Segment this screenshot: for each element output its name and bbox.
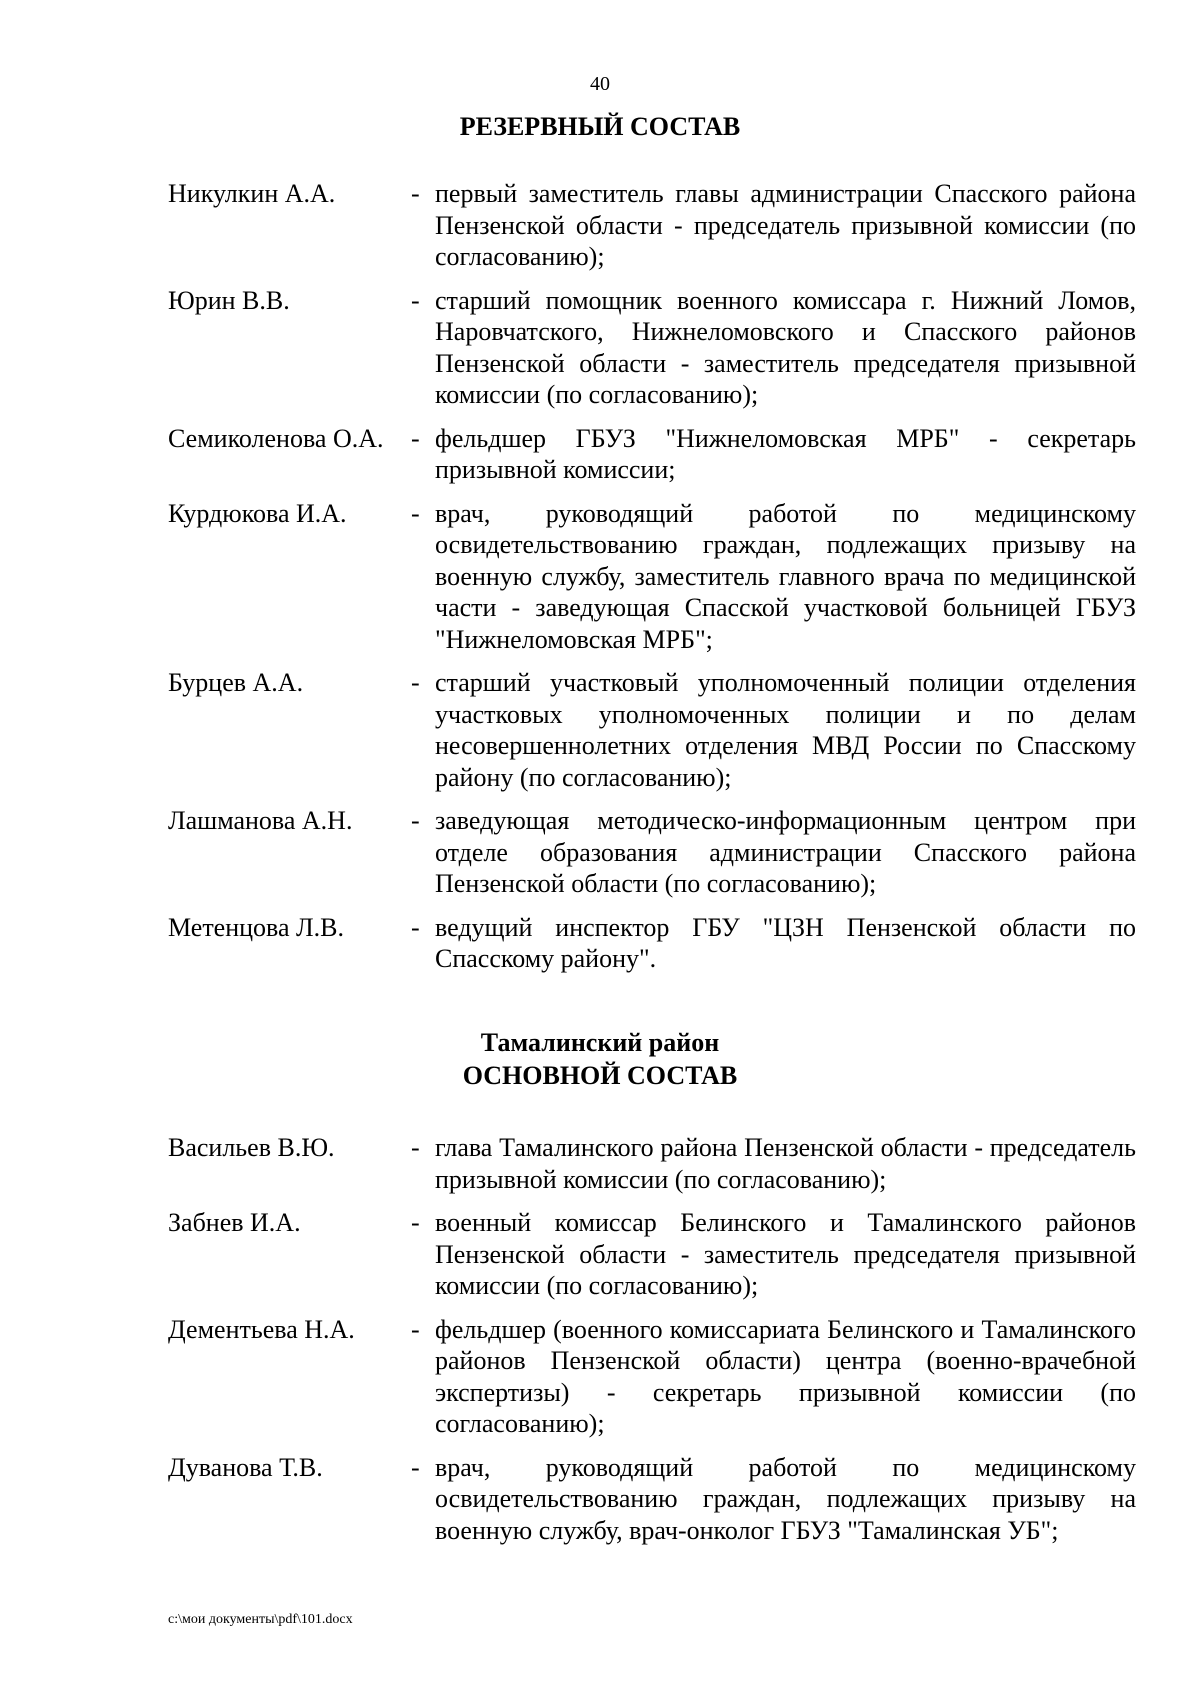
- member-name: Юрин В.В.: [168, 285, 290, 315]
- entry-dash: -: [411, 1208, 420, 1237]
- list-item: [168, 667, 1136, 793]
- entry-dash: -: [411, 1452, 420, 1482]
- page-number: 40: [590, 73, 610, 95]
- member-position: старший помощник военного комиссара г. Нижний Ломов, Наровчатского, Нижнеломовского и Спасского районов Пензенской области - заместитель председателя призывной комиссии (по согласованию);: [435, 285, 1136, 409]
- entry-dash: -: [411, 912, 420, 942]
- member-name: Забнев И.А.: [168, 1208, 301, 1237]
- list-item: [168, 1452, 1136, 1547]
- member-name: Никулкин А.А.: [168, 179, 336, 208]
- list-item: [168, 1314, 1136, 1440]
- main-heading: ОСНОВНОЙ СОСТАВ: [462, 1061, 738, 1090]
- member-position: старший участковый уполномоченный полиции отделения участковых уполномоченных полиции и по делам несовершеннолетних отделения МВД России по Спасскому району (по согласованию);: [435, 668, 1136, 792]
- list-item: [168, 1132, 1136, 1195]
- member-position: фельдшер ГБУЗ "Нижнеломовская МРБ" - секретарь призывной комиссии;: [435, 423, 1136, 484]
- reserve-list: [168, 178, 1136, 987]
- entry-dash: -: [411, 423, 420, 453]
- member-position: ведущий инспектор ГБУ "ЦЗН Пензенской области по Спасскому району".: [435, 912, 1136, 973]
- entry-dash: -: [411, 668, 420, 697]
- district-heading: Тамалинский район: [480, 1028, 720, 1057]
- member-position: военный комиссар Белинского и Тамалинского районов Пензенской области - заместитель председателя призывной комиссии (по согласованию);: [435, 1208, 1136, 1300]
- member-name: Курдюкова И.А.: [168, 498, 347, 528]
- entry-dash: -: [411, 179, 420, 208]
- list-item: [168, 498, 1136, 656]
- list-item: [168, 285, 1136, 411]
- list-item: [168, 423, 1136, 486]
- list-item: [168, 178, 1136, 273]
- entry-dash: -: [411, 1133, 420, 1162]
- member-position: врач, руководящий работой по медицинскому освидетельствованию граждан, подлежащих призыву на военную службу, врач-онколог ГБУЗ "Тамалинская УБ";: [435, 1452, 1136, 1545]
- member-name: Метенцова Л.В.: [168, 912, 344, 942]
- member-position: врач, руководящий работой по медицинскому освидетельствованию граждан, подлежащих призыву на военную службу, заместитель главного врача по медицинской части - заведующая Спасской участковой больницей ГБУЗ "Нижнеломовская МРБ";: [435, 498, 1136, 654]
- member-name: Дуванова Т.В.: [168, 1452, 323, 1482]
- list-item: [168, 912, 1136, 975]
- member-position: заведующая методическо-информационным центром при отделе образования администрации Спасского района Пензенской области (по согласованию);: [435, 806, 1136, 898]
- member-position: первый заместитель главы администрации Спасского района Пензенской области - председатель призывной комиссии (по согласованию);: [435, 179, 1136, 271]
- member-name: Дементьева Н.А.: [168, 1314, 355, 1344]
- member-name: Бурцев А.А.: [168, 668, 304, 697]
- entry-dash: -: [411, 285, 420, 315]
- member-name: Васильев В.Ю.: [168, 1133, 335, 1162]
- file-path-footer: c:\мои документы\pdf\101.docx: [168, 1612, 353, 1627]
- entry-dash: -: [411, 806, 420, 835]
- entry-dash: -: [411, 498, 420, 528]
- list-item: [168, 805, 1136, 900]
- entry-dash: -: [411, 1314, 420, 1344]
- member-position: фельдшер (военного комиссариата Белинского и Тамалинского районов Пензенской области) центра (военно-врачебной экспертизы) - секретарь призывной комиссии (по согласованию);: [435, 1314, 1136, 1438]
- reserve-heading: РЕЗЕРВНЫЙ СОСТАВ: [459, 112, 741, 141]
- main-list: [168, 1132, 1136, 1558]
- member-name: Семиколенова О.А.: [168, 423, 384, 453]
- member-name: Лашманова А.Н.: [168, 806, 353, 835]
- member-position: глава Тамалинского района Пензенской области - председатель призывной комиссии (по согласованию);: [435, 1133, 1136, 1194]
- list-item: [168, 1207, 1136, 1302]
